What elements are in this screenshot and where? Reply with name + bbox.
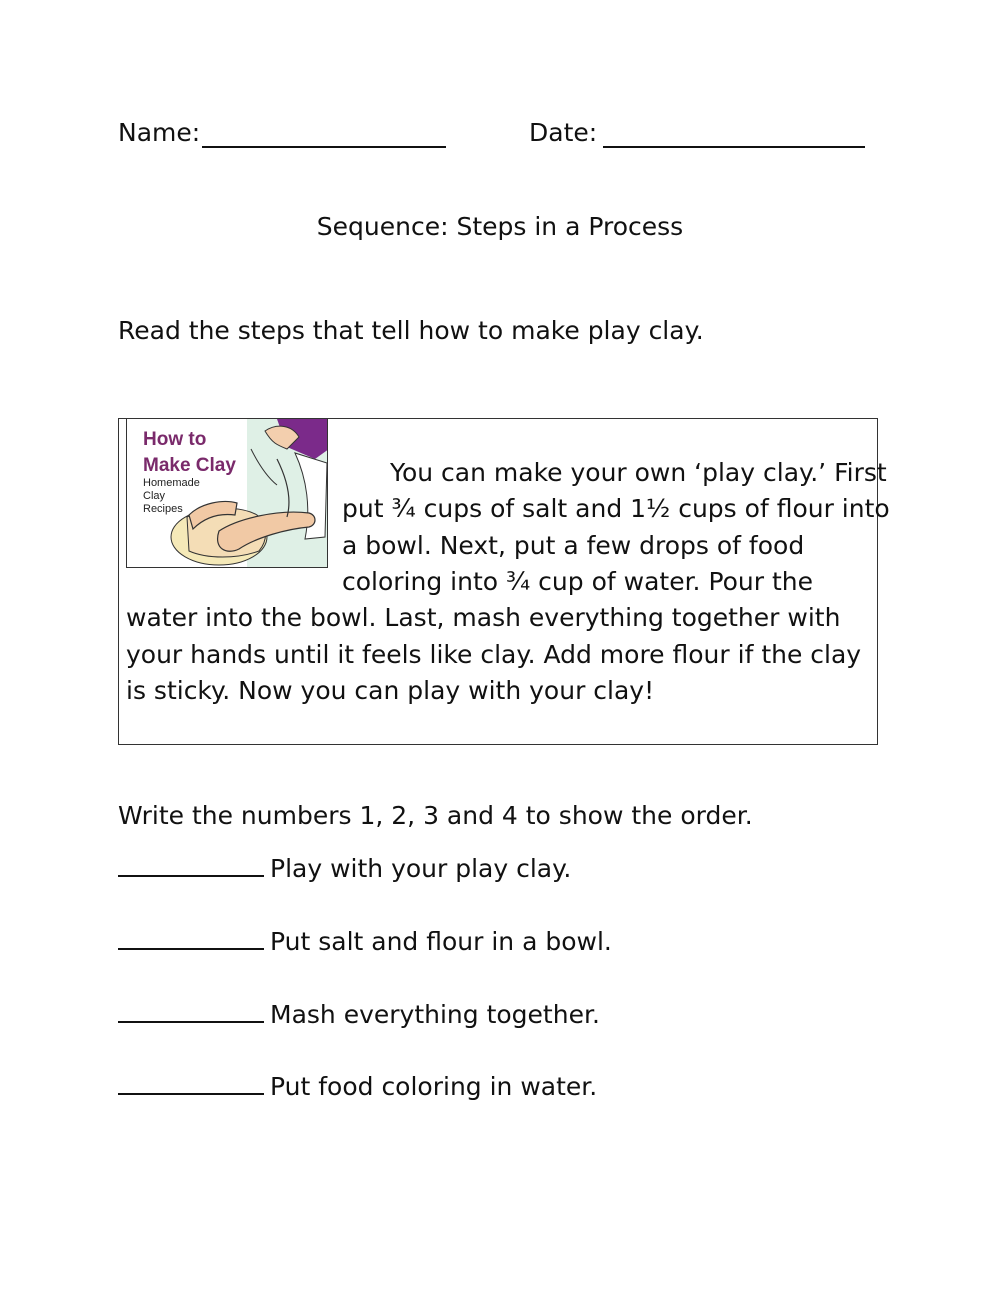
story-line: You can make your own ‘play clay.’ First (390, 458, 887, 487)
page-title: Sequence: Steps in a Process (316, 212, 684, 241)
read-instruction: Read the steps that tell how to make play clay. (118, 316, 704, 345)
story-line: put ¾ cups of salt and 1½ cups of flour into (342, 494, 890, 523)
answer-blank[interactable] (118, 926, 264, 950)
story-line: water into the bowl. Last, mash everything together with (126, 603, 841, 632)
story-line: is sticky. Now you can play with your clay! (126, 676, 655, 705)
image-subtitle: Homemade Clay Recipes (143, 477, 200, 515)
sequence-step (118, 999, 600, 1029)
step-text: Put salt and flour in a bowl. (270, 927, 612, 956)
name-blank-line[interactable] (202, 124, 446, 148)
order-instruction: Write the numbers 1, 2, 3 and 4 to show the order. (118, 801, 753, 830)
step-text: Mash everything together. (270, 1000, 600, 1029)
date-blank-line[interactable] (603, 124, 865, 148)
answer-blank[interactable] (118, 999, 264, 1023)
sequence-step (118, 853, 571, 883)
story-line: coloring into ¾ cup of water. Pour the (342, 567, 814, 596)
name-label: Name: (118, 118, 201, 147)
answer-blank[interactable] (118, 1071, 264, 1095)
date-label: Date: (529, 118, 598, 147)
story-line: your hands until it feels like clay. Add more flour if the clay (126, 640, 862, 669)
how-to-make-clay-image (126, 418, 328, 568)
sequence-step (118, 1071, 597, 1101)
image-title: How to Make Clay (143, 429, 236, 476)
step-text: Put food coloring in water. (270, 1072, 598, 1101)
step-text: Play with your play clay. (270, 854, 572, 883)
answer-blank[interactable] (118, 853, 264, 877)
story-line: a bowl. Next, put a few drops of food (342, 531, 805, 560)
sequence-step (118, 926, 612, 956)
